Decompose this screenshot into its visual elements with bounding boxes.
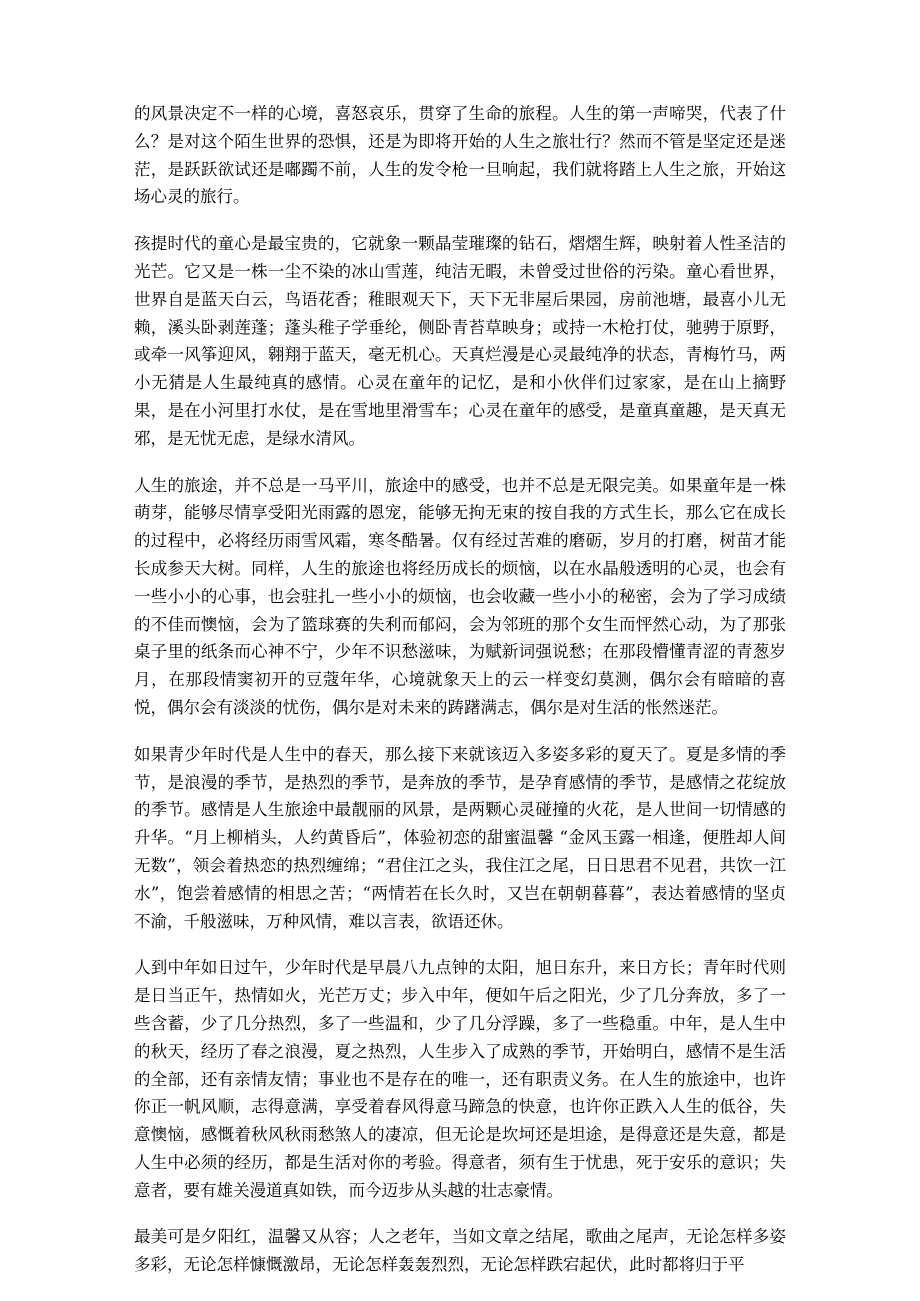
paragraph-summer-love: 如果青少年时代是人生中的春天，那么接下来就该迈入多姿多彩的夏天了。夏是多情的季节，是浪漫的季节，是热烈的季节，是奔放的季节，是孕育感情的季节，是感情之花绽放的季节。感情是人生旅途中最靓丽的风景，是两颗心灵碰撞的火花，是人世间一切情感的升华。“月上柳梢头，人约黄昏后”，体验初恋的甜蜜温馨 “金风玉露一相逢，便胜却人间无数”，领会着热恋的热烈缠绵；“君住江之头，我住江之尾，日日思君不见君，共饮一江水”，饱尝着感情的相思之苦；“两情若在长久时，又岂在朝朝暮暮”，表达着感情的坚贞不渝，千般滋味，万种风情，难以言表，欲语还休。 <box>134 744 786 931</box>
paragraph-intro: 的风景决定不一样的心境，喜怒哀乐，贯穿了生命的旅程。人生的第一声啼哭，代表了什么？是对这个陌生世界的恐惧，还是为即将开始的人生之旅壮行？然而不管是坚定还是迷茫，是跃跃欲试还是嘟躅不前，人生的发令枪一旦响起，我们就将踏上人生之旅，开始这场心灵的旅行。 <box>134 104 786 207</box>
paragraph-childhood: 孩提时代的童心是最宝贵的，它就象一颗晶莹璀璨的钻石，熠熠生辉，映射着人性圣洁的光芒。它又是一株一尘不染的冰山雪莲，纯洁无暇，未曾受过世俗的污染。童心看世界，世界自是蓝天白云，鸟语花香；稚眼观天下，天下无非屋后果园，房前池塘，最喜小儿无赖，溪头卧剥莲蓬；蓬头稚子学垂纶，侧卧青苔草映身；或持一木枪打仗，驰骋于原野，或牵一风筝迎风，翱翔于蓝天，毫无机心。天真烂漫是心灵最纯净的状态，青梅竹马，两小无猜是人生最纯真的感情。心灵在童年的记忆，是和小伙伴们过家家，是在山上摘野果，是在小河里打水仗，是在雪地里滑雪车；心灵在童年的感受，是童真童趣，是天真无邪，是无忧无虑，是绿水清风。 <box>134 234 786 448</box>
paragraph-middle-age: 人到中年如日过午，少年时代是早晨八九点钟的太阳，旭日东升，来日方长；青年时代则是日当正午，热情如火，光芒万丈；步入中年，便如午后之阳光，少了几分奔放，多了一些含蓄，少了几分热烈，多了一些温和，少了几分浮躁，多了一些稳重。中年，是人生中的秋天，经历了春之浪漫，夏之热烈，人生步入了成熟的季节，开始明白，感情不是生活的全部，还有亲情友情；事业也不是存在的唯一，还有职责义务。在人生的旅途中，也许你正一帆风顺，志得意满，享受着春风得意马蹄急的快意，也许你正跌入人生的低谷，失意懊恼，感慨着秋风秋雨愁煞人的凄凉，但无论是坎坷还是坦途，是得意还是失意，都是人生中必须的经历，都是生活对你的考验。得意者，须有生于忧患，死于安乐的意识；失意者，要有雄关漫道真如铁，而今迈步从头越的壮志豪情。 <box>134 958 786 1200</box>
paragraph-old-age: 最美可是夕阳红，温馨又从容；人之老年，当如文章之结尾，歌曲之尾声，无论怎样多姿多彩，无论怎样慷慨激昂，无论怎样轰轰烈烈，无论怎样跌宕起伏，此时都将归于平 <box>134 1227 786 1275</box>
document-page <box>134 100 786 1279</box>
paragraph-youth: 人生的旅途，并不总是一马平川，旅途中的感受，也并不总是无限完美。如果童年是一株萌芽，能够尽情享受阳光雨露的恩宠，能够无拘无束的按自我的方式生长，那么它在成长的过程中，必将经历雨雪风霜，寒冬酷暑。仅有经过苦难的磨砺，岁月的打磨，树苗才能长成参天大树。同样，人生的旅途也将经历成长的烦恼，以在水晶般透明的心灵，也会有一些小小的心事，也会驻扎一些小小的烦恼，也会收藏一些小小的秘密，会为了学习成绩的不佳而懊恼，会为了篮球赛的失利而郁闷，会为邻班的那个女生而怦然心动，为了那张桌子里的纸条而心神不宁，少年不识愁滋味，为赋新词强说愁；在那段懵懂青涩的青葱岁月，在那段情窦初开的豆蔻年华，心境就象天上的云一样变幻莫测，偶尔会有暗暗的喜悦，偶尔会有淡淡的忧伤，偶尔是对未来的踌躇满志，偶尔是对生活的怅然迷茫。 <box>134 475 786 717</box>
